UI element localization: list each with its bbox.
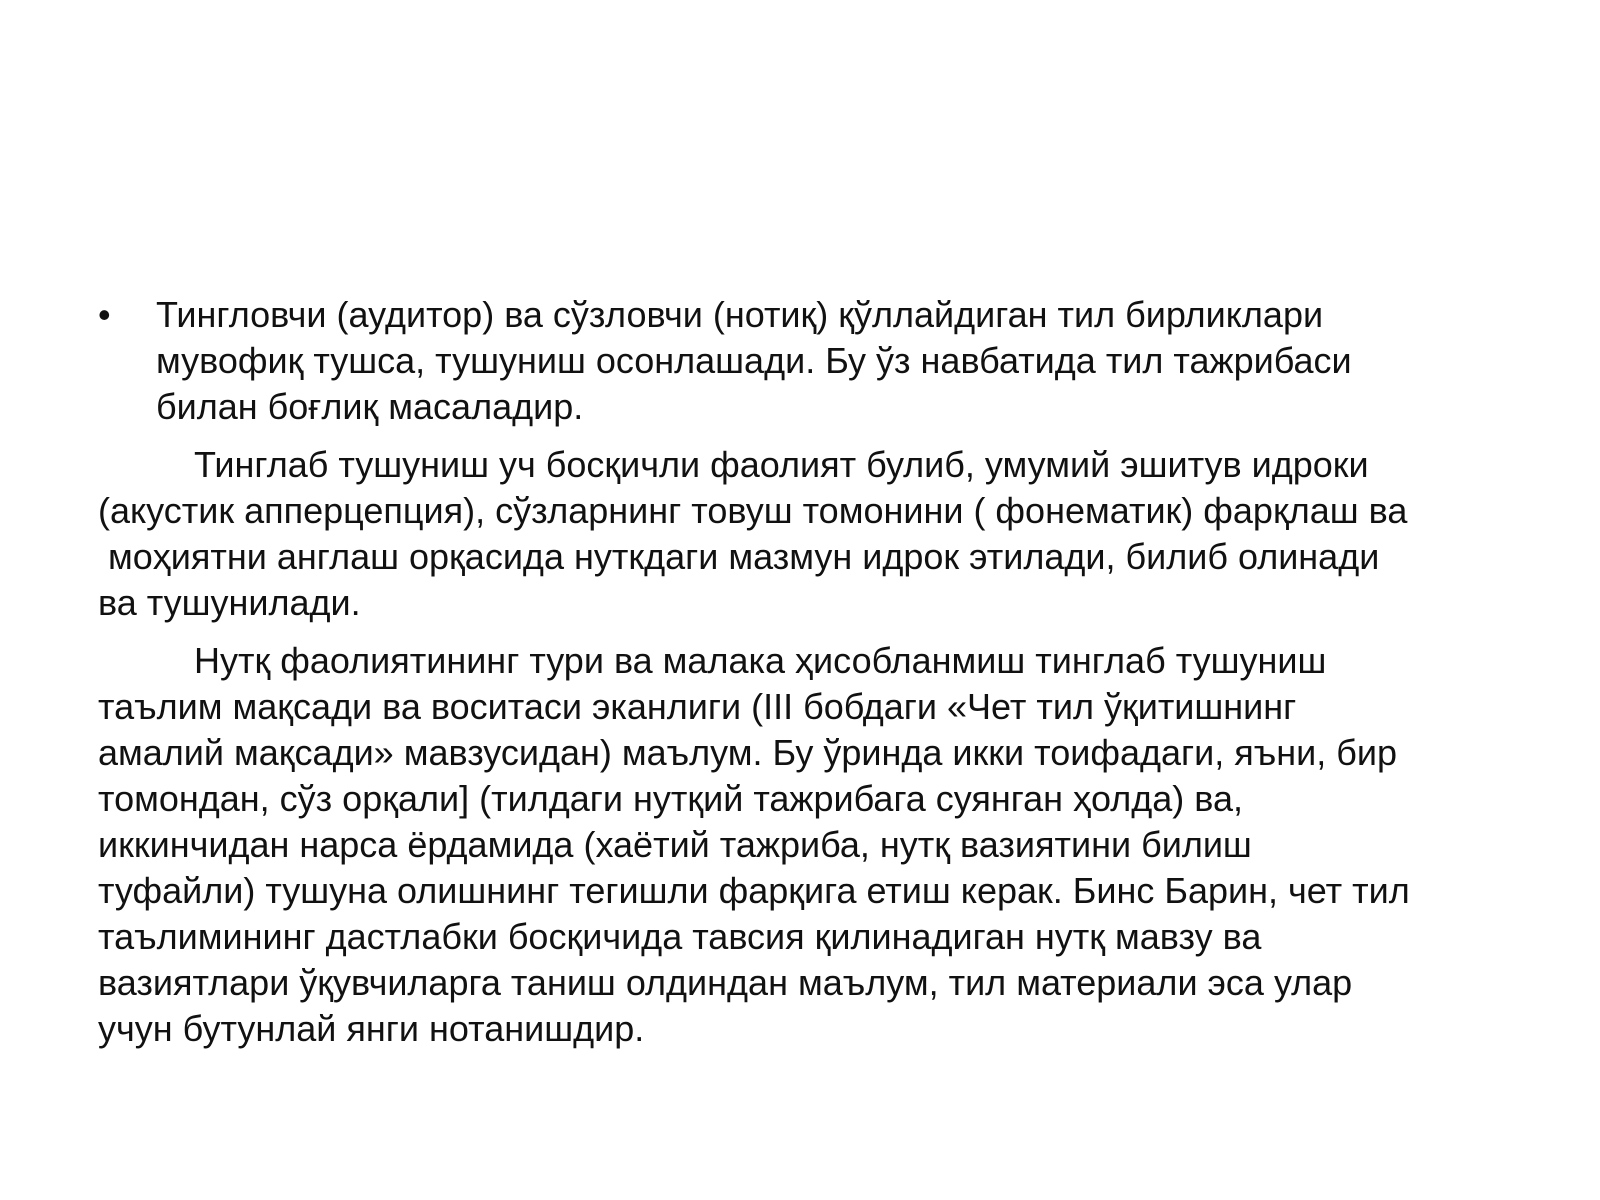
text-line: амалий мақсади» мавзусидан) маълум. Бу ўринда икки тоифадаги, яъни, бир bbox=[98, 732, 1397, 773]
text-line: Нутқ фаолиятининг тури ва малака ҳисобланмиш тинглаб тушуниш bbox=[194, 640, 1327, 681]
text-line: туфайли) тушуна олишнинг тегишли фарқига етиш керак. Бинс Барин, чет тил bbox=[98, 870, 1410, 911]
text-line: томондан, сўз орқали] (тилдаги нутқий тажрибага суянган ҳолда) ва, bbox=[98, 778, 1244, 819]
text-body bbox=[98, 292, 1528, 1052]
text-line: (акустик апперцепция), сўзларнинг товуш томонини ( фонематик) фарқлаш ва bbox=[98, 490, 1408, 531]
text-line: Тинглаб тушуниш уч босқичли фаолият булиб, умумий эшитув идроки bbox=[194, 444, 1369, 485]
text-line: таълим мақсади ва воситаси эканлиги (III бобдаги «Чет тил ўқитишнинг bbox=[98, 686, 1297, 727]
text-line: билан боғлиқ масаладир. bbox=[156, 386, 584, 427]
text-line: иккинчидан нарса ёрдамида (хаётий тажриба, нутқ вазиятини билиш bbox=[98, 824, 1252, 865]
text-line: мувофиқ тушса, тушуниш осонлашади. Бу ўз навбатида тил тажрибаси bbox=[156, 340, 1352, 381]
text-line: ва тушунилади. bbox=[98, 582, 361, 623]
text-line: Тингловчи (аудитор) ва сўзловчи (нотиқ) қўллайдиган тил бирликлари bbox=[156, 294, 1324, 335]
bullet-dot-icon: • bbox=[98, 294, 111, 335]
paragraph-2 bbox=[98, 442, 1528, 626]
text-line: вазиятлари ўқувчиларга таниш олдиндан маълум, тил материали эса улар bbox=[98, 962, 1353, 1003]
text-line: учун бутунлай янги нотанишдир. bbox=[98, 1008, 645, 1049]
paragraph-3 bbox=[98, 638, 1528, 1052]
text-line: моҳиятни англаш орқасида нуткдаги мазмун идрок этилади, билиб олинади bbox=[98, 536, 1380, 577]
bullet-paragraph bbox=[98, 292, 1528, 430]
text-line: таълимининг дастлабки босқичида тавсия қилинадиган нутқ мавзу ва bbox=[98, 916, 1262, 957]
